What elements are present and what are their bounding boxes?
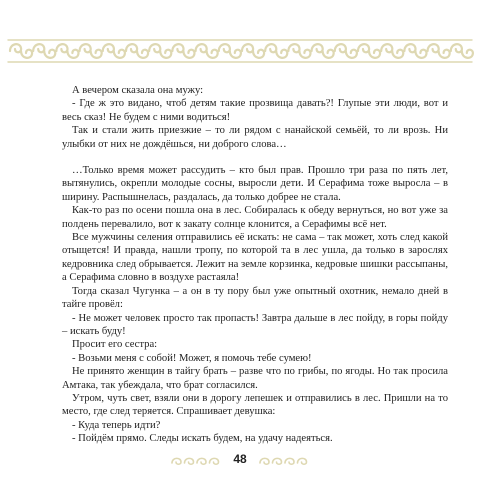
ornament-stroke bbox=[253, 50, 264, 58]
paragraph: - Куда теперь идти? bbox=[72, 419, 161, 431]
top-ornament-border bbox=[6, 36, 474, 66]
paragraph: Тогда сказал Чугунка – а он в ту пору был уже опытный охотник, немало дней в тайге провёл: bbox=[62, 285, 448, 311]
ornament-stroke bbox=[260, 458, 269, 464]
paragraph: А вечером сказала она мужу: bbox=[72, 85, 204, 96]
paragraph: …Только время может рассудить – кто был прав. Прошло три раза по пять лет, вытянулись, окрепли молодые сосны, выросли дети. И Серафима тоже выросла – в ширину. Распышнелась, раздалась, да только добрее не стала. bbox=[62, 165, 448, 203]
ornament-stroke bbox=[323, 50, 334, 58]
ornament-stroke bbox=[276, 50, 287, 58]
ornament-stroke bbox=[183, 50, 194, 58]
ornament-stroke bbox=[335, 44, 346, 52]
paragraph: - Возьми меня с собой! Может, я помочь тебе сумею! bbox=[72, 352, 312, 364]
ornament-stroke bbox=[56, 44, 67, 52]
ornament-stroke bbox=[80, 44, 91, 52]
ornament-stroke bbox=[126, 44, 137, 52]
ornament-stroke bbox=[288, 44, 299, 52]
ornament-stroke bbox=[67, 50, 78, 58]
ornament-stroke bbox=[299, 50, 310, 58]
page-footer bbox=[0, 451, 480, 471]
ornament-stroke bbox=[160, 50, 171, 58]
ornament-stroke bbox=[44, 50, 55, 58]
ornament-stroke bbox=[219, 44, 230, 52]
ornament-stroke bbox=[114, 50, 125, 58]
ornament-stroke bbox=[392, 50, 403, 58]
paragraph: Утром, чуть свет, взяли они в дорогу лепешек и отправились в лес. Пришли на то место, где след теряется. Спрашивает девушка: bbox=[62, 392, 448, 418]
scroll-wave-ornament-icon bbox=[8, 40, 473, 62]
ornament-stroke bbox=[451, 44, 462, 52]
ornament-stroke bbox=[265, 44, 276, 52]
ornament-stroke bbox=[439, 50, 450, 58]
ornament-stroke bbox=[369, 50, 380, 58]
ornament-stroke bbox=[137, 50, 148, 58]
ornament-stroke bbox=[242, 44, 253, 52]
paragraph: Как-то раз по осени пошла она в лес. Собиралась к обеду вернуться, но вот уже за полдень перевалило, вот к закату солнце клонится, а Серафимы всё нет. bbox=[62, 205, 448, 230]
ornament-stroke bbox=[428, 44, 439, 52]
ornament-stroke bbox=[21, 50, 32, 58]
paragraph: - Пойдём прямо. Следы искать будем, на удачу надеяться. bbox=[72, 433, 333, 445]
ornament-stroke bbox=[196, 44, 207, 52]
ornament-stroke bbox=[358, 44, 369, 52]
ornament-stroke bbox=[185, 458, 194, 464]
ornament-stroke bbox=[462, 50, 473, 58]
ornament-stroke bbox=[103, 44, 114, 52]
ornament-stroke bbox=[197, 458, 206, 464]
ornament-stroke bbox=[312, 44, 323, 52]
paragraph: Так и стали жить приезжие – то ли рядом с нанайской семьёй, то ли врозь. Ни улыбки от них не дождёшься, ни доброго слова… bbox=[62, 125, 448, 150]
paragraph: Просит его сестра: bbox=[72, 339, 158, 351]
paragraph: - Не может человек просто так пропасть! Завтра дальше в лес пойду, в горы пойду – искать буду! bbox=[62, 312, 448, 337]
paragraph: - Где ж это видано, чтоб детям такие прозвища давать?! Глупые эти люди, вот и весь сказ! Не будем с ними водиться! bbox=[62, 98, 448, 123]
story-text bbox=[62, 84, 448, 446]
ornament-stroke bbox=[298, 458, 307, 464]
footer-ornament-left-icon bbox=[170, 455, 222, 467]
ornament-stroke bbox=[285, 458, 294, 464]
ornament-stroke bbox=[381, 44, 392, 52]
paragraph: Все мужчины селения отправились её искать: не сама – так может, хоть след какой отыщется! И правда, нашли тропу, по которой та в лес ушла, да только в зарослях кедровника след обрывается. Лежит на земле корзинка, кедровые шишки рассыпаны, а Серафима словно в воздухе растаяла! bbox=[62, 232, 448, 284]
ornament-stroke bbox=[10, 44, 21, 52]
page-number: 48 bbox=[233, 452, 247, 466]
ornament-stroke bbox=[230, 50, 241, 58]
ornament-stroke bbox=[210, 458, 219, 464]
ornament-stroke bbox=[149, 44, 160, 52]
ornament-stroke bbox=[273, 458, 282, 464]
ornament-stroke bbox=[404, 44, 415, 52]
ornament-stroke bbox=[415, 50, 426, 58]
paragraph: Не принято женщин в тайгу брать – разве что по грибы, по ягоды. Но так просила Амтака, так убеждала, что брат согласился. bbox=[62, 366, 448, 391]
ornament-stroke bbox=[33, 44, 44, 52]
ornament-stroke bbox=[91, 50, 102, 58]
ornament-stroke bbox=[207, 50, 218, 58]
ornament-stroke bbox=[346, 50, 357, 58]
footer-ornament-right-icon bbox=[258, 455, 310, 467]
ornament-stroke bbox=[172, 458, 181, 464]
ornament-stroke bbox=[172, 44, 183, 52]
